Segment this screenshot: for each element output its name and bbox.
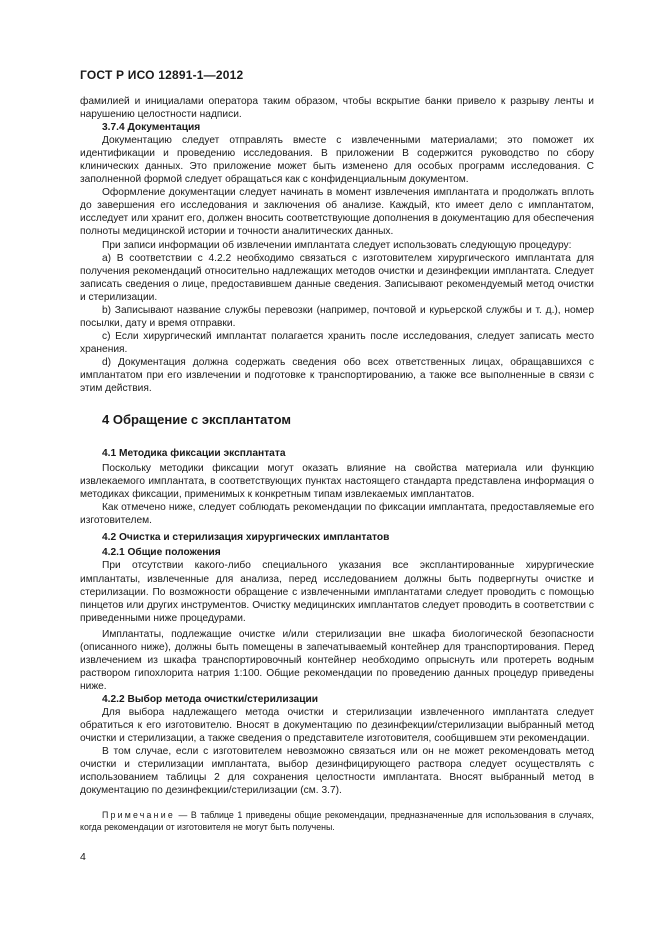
paragraph: Документацию следует отправлять вместе с извлеченными материалами; это поможет их идентификации и проведению исследования. В приложении В содержится руководство по сбору клинических данных. Это приложение может быть изменено для особых программ исследования. С заполненной формой следует обращаться как с конфиденциальным документом. — [80, 135, 594, 186]
heading-4-2-1: 4.2.1 Общие положения — [102, 547, 221, 559]
heading-4-1: 4.1 Методика фиксации эксплантата — [102, 448, 286, 460]
page-number: 4 — [80, 851, 86, 863]
paragraph: При записи информации об извлечении имплантата следует использовать следующую процедуру: — [102, 239, 572, 251]
paragraph: Поскольку методики фиксации могут оказать влияние на свойства материала или функцию извлекаемого имплантата, в соответствующих пунктах настоящего стандарта представлена информация о методиках фиксации, применимых к конкретным типам извлекаемых имплантатов. — [80, 463, 594, 501]
document-header: ГОСТ Р ИСО 12891-1—2012 — [80, 68, 244, 82]
heading-4-2: 4.2 Очистка и стерилизация хирургических имплантатов — [102, 532, 390, 544]
paragraph: Имплантаты, подлежащие очистке и/или стерилизации вне шкафа биологической безопасности (описанного ниже), должны быть помещены в запечатываемый контейнер для транспортирования. Перед извлечением из шкафа транспортировочный контейнер необходимо опрыснуть или протереть водным раствором гипохлорита натрия 1:100. Общие рекомендации по проведению данных процедур приведены ниже. — [80, 628, 594, 692]
note-text: — В таблице 1 приведены общие рекомендации, предназначенные для использования в случаях, когда рекомендации от изготовителя не могут быть получены. — [80, 810, 594, 833]
paragraph: В том случае, если с изготовителем невозможно связаться или он не может рекомендовать метод очистки и стерилизации имплантата, выбор дезинфицирующего раствора следует осуществлять с использованием таблицы 2 для сохранения целостности имплантата. Вносят выбранный метод в документацию по дезинфекции/стерилизации (см. 3.7). — [80, 746, 594, 797]
list-item-b: b) Записывают название службы перевозки (например, почтовой и курьерской службы и т. д.), номер посылки, дату и время отправки. — [80, 304, 594, 329]
heading-4-2-2: 4.2.2 Выбор метода очистки/стерилизации — [102, 693, 319, 705]
list-item-d: d) Документация должна содержать сведения обо всех ответственных лицах, обращавшихся с имплантатом при его извлечении и подготовке к транспортированию, а также все выполненные в связи с этим действия. — [80, 356, 594, 395]
paragraph: При отсутствии какого-либо специального указания все эксплантированные хирургические имплантаты, извлеченные для анализа, перед исследованием должны быть подвергнуты очистке и стерилизации. По возможности обращение с извлеченными имплантатами следует проводить с помощью пинцетов или других инструментов. Очистку медицинских имплантатов следует проводить в соответствии с приведенными ниже процедурами. — [80, 560, 594, 624]
section-4-heading: 4 Обращение с эксплантатом — [102, 412, 291, 428]
page-body — [80, 95, 594, 833]
list-item-c: c) Если хирургический имплантат полагается хранить после исследования, следует записать место хранения. — [80, 330, 594, 355]
note-label: Примечание — [102, 810, 175, 821]
intro-paragraph: фамилией и инициалами оператора таким образом, чтобы вскрытие банки привело к разрыву ленты и нарушению целостности надписи. — [80, 96, 594, 121]
paragraph: Как отмечено ниже, следует соблюдать рекомендации по фиксации имплантата, предоставляемые его изготовителем. — [80, 502, 594, 527]
paragraph: Оформление документации следует начинать в момент извлечения имплантата и продолжать вплоть до завершения его исследования и заключения об анализе. Каждый, кто имеет дело с имплантатом, исследует или хранит его, должен вносить соответствующие дополнения в документацию для обеспечения полноты медицинской истории и точности аналитических данных. — [80, 187, 594, 238]
heading-3-7-4: 3.7.4 Документация — [102, 122, 201, 134]
list-item-a: а) В соответствии с 4.2.2 необходимо связаться с изготовителем хирургического имплантата для получения рекомендаций относительно надлежащих методов очистки и дезинфекции имплантата. Следует записать сведения о лице, предоставившем данные сведения. Записывают рекомендуемый метод очистки и стерилизации. — [80, 252, 594, 303]
paragraph: Для выбора надлежащего метода очистки и стерилизации извлеченного имплантата следует обратиться к его изготовителю. Вносят в документацию по дезинфекции/стерилизации выбранный метод очистки и стерилизации, а также сведения о представителе изготовителя, сообщившем эти рекомендации. — [80, 706, 594, 745]
note — [80, 809, 594, 833]
